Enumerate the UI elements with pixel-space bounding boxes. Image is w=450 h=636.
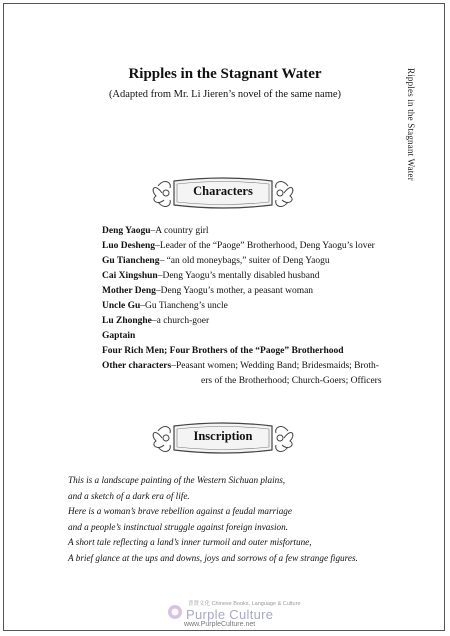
characters-heading: Characters	[193, 184, 253, 198]
list-item	[102, 329, 402, 344]
list-item	[102, 239, 402, 254]
inscription-line: Here is a woman’s brave rebellion against a feudal marriage	[68, 506, 292, 517]
character-desc: –A country girl	[150, 226, 209, 236]
character-desc: –Gu Tiancheng’s uncle	[140, 301, 228, 311]
list-item	[102, 299, 402, 314]
character-name: Deng Yaogu	[102, 226, 151, 236]
character-name: Luo Desheng	[102, 241, 156, 251]
inscription-banner	[148, 417, 298, 459]
character-desc-continuation: ers of the Brotherhood; Church-Goers; Officers	[201, 376, 382, 386]
character-name: Gaptain	[102, 331, 136, 341]
inscription-line: This is a landscape painting of the Western Sichuan plains,	[68, 475, 286, 485]
characters-list	[102, 224, 402, 389]
character-name: Mother Deng	[102, 286, 156, 296]
watermark-tagline: 普贤文化 Chinese Books, Language & Culture	[188, 601, 301, 607]
character-desc: –Leader of the “Paoge” Brotherhood, Deng Yaogu’s lover	[155, 241, 375, 251]
character-desc: –a church-goer	[151, 316, 210, 326]
inscription-line: and a people’s instinctual struggle against foreign invasion.	[68, 521, 288, 532]
character-name: Other characters	[102, 361, 172, 371]
list-item	[102, 359, 402, 389]
character-desc: –Peasant women; Wedding Band; Bridesmaids; Broth-	[171, 361, 379, 371]
list-item	[102, 224, 402, 239]
character-desc: –Deng Yaogu’s mentally disabled husband	[157, 271, 320, 281]
character-desc: – “an old moneybags,” suiter of Deng Yaogu	[159, 256, 330, 266]
watermark-site: www.PurpleCulture.net	[184, 621, 256, 628]
characters-banner	[148, 172, 298, 214]
character-name: Cai Xingshun	[102, 271, 158, 281]
list-item	[102, 284, 402, 299]
inscription-text	[68, 473, 398, 567]
page-subtitle: (Adapted from Mr. Li Jieren’s novel of the same name)	[108, 89, 342, 100]
inscription-line: A brief glance at the ups and downs, joys and sorrows of a few strange figures.	[68, 552, 358, 563]
character-name: Lu Zhonghe	[102, 316, 152, 326]
list-item	[102, 314, 402, 329]
inscription-line: and a sketch of a dark era of life.	[68, 490, 190, 501]
list-item	[102, 344, 402, 359]
watermark-brand: Purple Culture	[186, 607, 274, 622]
character-name: Gu Tiancheng	[102, 256, 160, 266]
running-head: Ripples in the Stagnant Water	[406, 68, 416, 181]
character-name: Four Rich Men; Four Brothers of the “Paoge” Brotherhood	[102, 346, 344, 356]
page-title: Ripples in the Stagnant Water	[128, 66, 322, 82]
list-item	[102, 254, 402, 269]
character-desc: –Deng Yaogu’s mother, a peasant woman	[155, 286, 314, 296]
inscription-line: A short tale reflecting a land’s inner turmoil and outer misfortune,	[68, 537, 312, 548]
list-item	[102, 269, 402, 284]
inscription-heading: Inscription	[193, 429, 253, 443]
character-name: Uncle Gu	[102, 301, 141, 311]
